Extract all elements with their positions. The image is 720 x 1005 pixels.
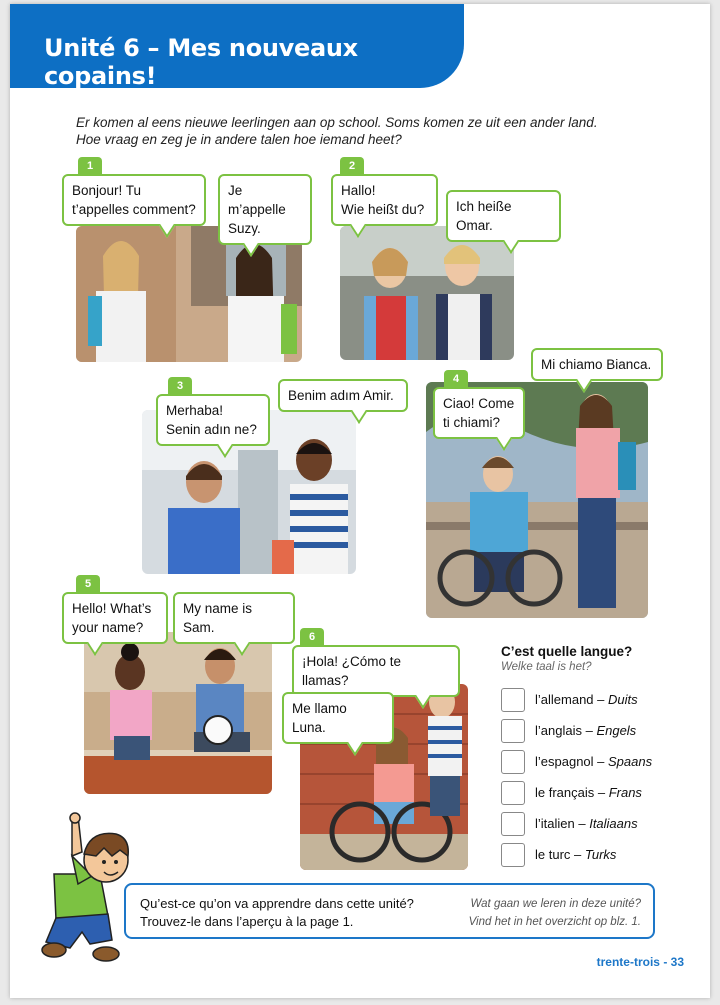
scene-1-question-line-1: Bonjour! Tu [72,183,142,198]
page-title: Unité 6 – Mes nouveaux copains! [44,34,358,90]
language-option [501,715,652,746]
language-checkbox[interactable] [501,688,525,712]
scene-6-answer-line-1: Me llamo Luna. [292,701,347,735]
scene-6-question-bubble [292,645,460,697]
language-checkbox[interactable] [501,719,525,743]
scene-5-answer-bubble [173,592,295,644]
language-option [501,808,652,839]
scene-3-question-line-2: Senin adın ne? [166,422,257,437]
scene-2-answer-line-1: Ich heiße Omar. [456,199,512,233]
scene-2-answer-bubble [446,190,561,242]
scene-4-answer-line-1: Mi chiamo Bianca. [541,357,652,372]
scene-5-question-line-1: Hello! What’s [72,601,152,616]
intro-line-2: Hoe vraag en zeg je in andere talen hoe iemand heet? [76,132,402,147]
info-fr-line-2: Trouvez-le dans l’aperçu à la page 1. [140,914,354,929]
info-fr-line-1: Qu’est-ce qu’on va apprendre dans cette unité? [140,896,414,911]
scene-4-answer-bubble [531,348,663,381]
language-checkbox[interactable] [501,843,525,867]
scene-1-answer-line-2: Suzy. [228,221,261,236]
language-label: l’italien – Italiaans [535,816,638,831]
info-nl-line-1: Wat gaan we leren in deze unité? [470,898,641,910]
scene-1-question-bubble [62,174,206,226]
scene-2-number: 2 [340,157,364,175]
scene-2-photo [340,226,514,360]
language-checklist [501,684,652,870]
language-label: l’anglais – Engels [535,723,637,738]
scene-5-answer-line-1: My name is Sam. [183,601,253,635]
scene-5-question-line-2: your name? [72,620,144,635]
language-option [501,777,652,808]
scene-6-answer-bubble [282,692,394,744]
language-translation: Turks [584,847,617,862]
scene-3-number: 3 [168,377,192,395]
info-nl-line-2: Vind het in het overzicht op blz. 1. [468,916,641,928]
quiz-subtitle: Welke taal is het? [501,661,592,673]
intro-text [76,114,636,148]
scene-1-answer-line-1: Je m’appelle [228,183,286,217]
scene-3-question-bubble [156,394,270,446]
language-translation: Engels [596,723,637,738]
scene-4-question-bubble [433,387,525,439]
quiz-title: C’est quelle langue? [501,644,633,659]
scene-1-photo [76,226,302,362]
intro-line-1: Er komen al eens nieuwe leerlingen aan op school. Soms komen ze uit een ander land. [76,115,598,130]
learning-goals-nl [469,895,641,931]
scene-2-question-bubble [331,174,438,226]
language-translation: Duits [608,692,638,707]
language-option [501,839,652,870]
language-option [501,746,652,777]
language-translation: Spaans [608,754,653,769]
title-banner [10,4,464,88]
scene-5-question-bubble [62,592,168,644]
scene-2-question-line-1: Hallo! [341,183,376,198]
learning-goals-box [124,883,655,939]
scene-6-number: 6 [300,628,324,646]
scene-3-answer-line-1: Benim adım Amir. [288,388,394,403]
language-label: l’allemand – Duits [535,692,638,707]
language-checkbox[interactable] [501,750,525,774]
scene-1-number: 1 [78,157,102,175]
language-label: le français – Frans [535,785,642,800]
scene-4-question-line-2: ti chiami? [443,415,501,430]
scene-2-question-line-2: Wie heißt du? [341,202,425,217]
scene-5-number: 5 [76,575,100,593]
page-number: trente-trois - 33 [596,955,684,969]
scene-4-number: 4 [444,370,468,388]
scene-4-question-line-1: Ciao! Come [443,396,515,411]
scene-1-question-line-2: t’appelles comment? [72,202,196,217]
language-translation: Italiaans [589,816,638,831]
language-translation: Frans [608,785,642,800]
language-label: l’espagnol – Spaans [535,754,653,769]
learning-goals-fr [140,895,414,931]
scene-3-answer-bubble [278,379,408,412]
language-checkbox[interactable] [501,781,525,805]
language-label: le turc – Turks [535,847,617,862]
language-option [501,684,652,715]
scene-3-question-line-1: Merhaba! [166,403,224,418]
scene-6-question-line-1: ¡Hola! ¿Cómo te llamas? [302,654,402,688]
workbook-page [10,4,710,998]
scene-1-answer-bubble [218,174,312,245]
language-checkbox[interactable] [501,812,525,836]
scene-5-photo [84,632,272,794]
